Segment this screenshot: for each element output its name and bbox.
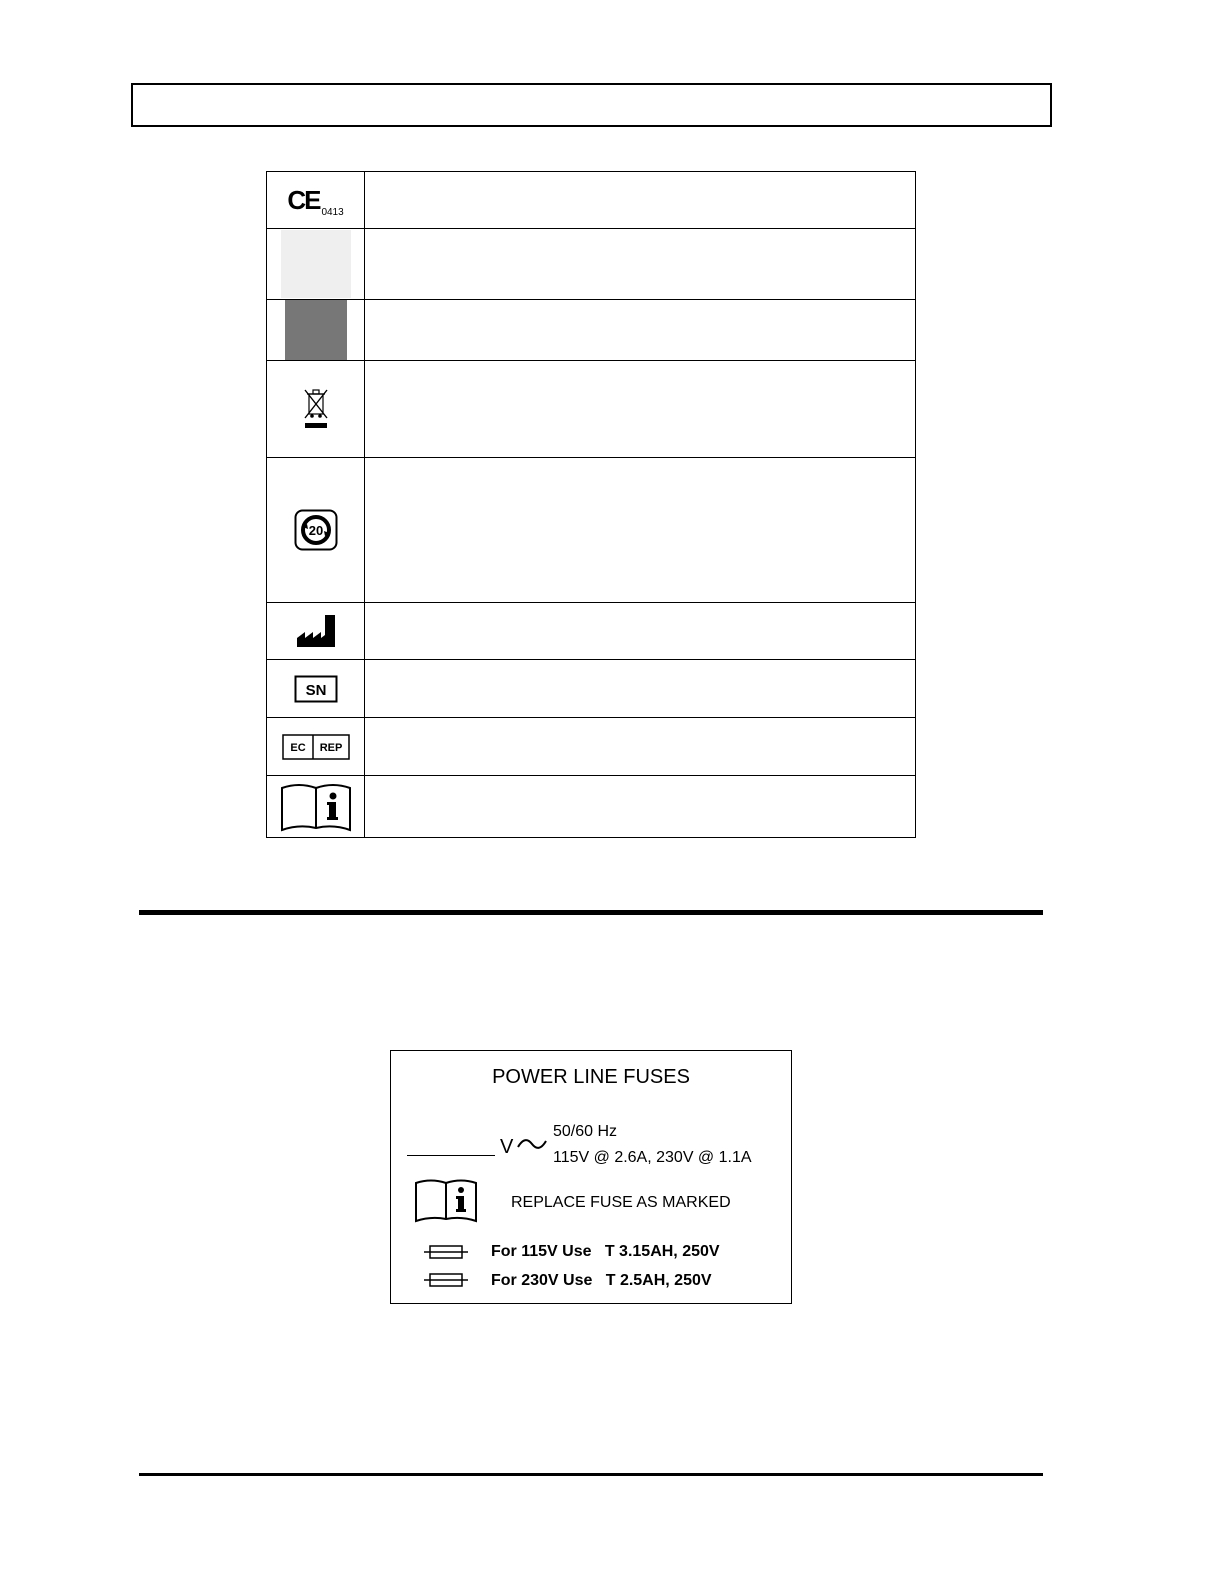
fuse-230v-rating: For 230V Use T 2.5AH, 250V (491, 1272, 712, 1289)
symbol-description (365, 776, 916, 838)
fuse-115v-rating: For 115V Use T 3.15AH, 250V (491, 1243, 720, 1260)
ec-label: EC (289, 741, 306, 754)
symbol-description (365, 172, 916, 229)
grey-symbol-icon (285, 300, 347, 360)
rohs-cell (267, 458, 365, 603)
ec-rep-cell (267, 718, 365, 776)
china-rohs-20-icon (294, 509, 338, 551)
table-row (267, 718, 916, 776)
table-row (267, 660, 916, 718)
manufacturer-cell (267, 603, 365, 660)
consult-instructions-icon (414, 1177, 478, 1223)
footer-divider (139, 1473, 1043, 1476)
ce-mark-cell (267, 172, 365, 229)
symbol-description (365, 660, 916, 718)
blank-symbol-icon (281, 230, 351, 298)
fuse-label-title: POWER LINE FUSES (492, 1066, 690, 1088)
fuse-symbol-icon (424, 1244, 468, 1260)
ce-notified-body-number: 0413 (321, 206, 344, 218)
instructions-cell (267, 776, 365, 838)
power-line-fuses-label (390, 1050, 792, 1304)
symbols-table (266, 171, 916, 838)
table-row (267, 229, 916, 300)
serial-number-label: SN (305, 681, 326, 699)
serial-number-icon (294, 675, 338, 703)
ac-wave-icon (516, 1133, 548, 1155)
consult-instructions-icon (279, 780, 353, 834)
replace-fuse-instruction: REPLACE FUSE AS MARKED (511, 1194, 731, 1211)
blank-symbol-cell (267, 229, 365, 300)
table-row (267, 172, 916, 229)
table-row (267, 603, 916, 660)
serial-number-cell (267, 660, 365, 718)
symbol-description (365, 300, 916, 361)
symbol-description (365, 458, 916, 603)
symbol-description (365, 229, 916, 300)
page-header-box (131, 83, 1052, 127)
manufacturer-factory-icon (296, 614, 336, 648)
current-rating-text: 115V @ 2.6A, 230V @ 1.1A (553, 1149, 752, 1166)
symbol-description (365, 718, 916, 776)
frequency-text: 50/60 Hz (553, 1123, 618, 1140)
symbol-description (365, 603, 916, 660)
section-divider (139, 910, 1043, 915)
rep-label: REP (319, 741, 342, 754)
symbol-description (365, 361, 916, 458)
fuse-symbol-icon (424, 1272, 468, 1288)
rohs-years-text: 20 (308, 523, 323, 538)
grey-symbol-cell (267, 300, 365, 361)
weee-crossed-bin-icon (301, 386, 331, 432)
table-row (267, 300, 916, 361)
table-row (267, 776, 916, 838)
voltage-symbol: V (500, 1136, 514, 1158)
table-row (267, 458, 916, 603)
ce-mark-icon: CE $_{0413}$ (287, 184, 344, 218)
table-row (267, 361, 916, 458)
ec-rep-icon (282, 734, 350, 760)
weee-cell (267, 361, 365, 458)
voltage-blank-line (407, 1155, 495, 1156)
